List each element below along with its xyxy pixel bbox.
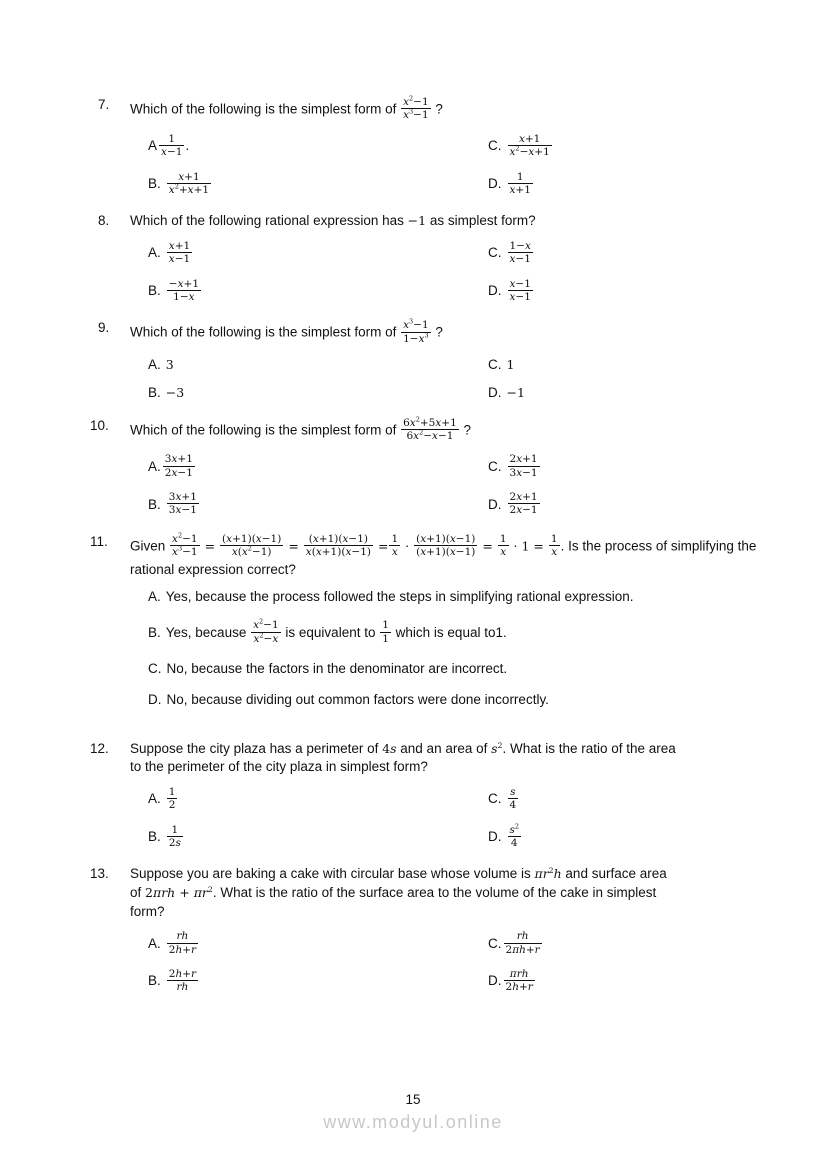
option-b [148,491,488,519]
options-list [148,240,770,306]
option-label: B. [148,175,161,191]
fraction [167,491,199,517]
fraction [549,533,560,559]
text-run: . What is the ratio of the area [502,740,676,756]
fraction-numerator: s [508,786,519,799]
fraction [251,619,281,645]
fraction-denominator: x−1 [168,253,191,266]
option-label: B. [148,496,161,512]
fraction [508,278,533,304]
option-label: C. [488,357,502,373]
question-prompt [130,417,770,445]
fraction-numerator: 1 [550,532,558,545]
option-label: A. [148,357,161,373]
option-content [507,822,523,849]
text-run: . Is the process of simplifying the [560,538,757,554]
fraction-denominator: 2 [168,799,176,812]
text-run: and surface area [561,866,667,882]
fraction-numerator: 1−x [509,239,531,252]
question-body [130,212,770,309]
fraction-denominator: 2x−1 [509,504,538,517]
text-run: and an area of [396,740,492,756]
fraction-denominator: x+1 [509,183,531,196]
fraction [167,930,198,956]
fraction [220,533,283,559]
option-label: B. [148,829,161,845]
inline-math: 4s [382,740,397,756]
option-content [165,617,507,645]
text-run: is equivalent to [281,624,380,640]
option-c [488,453,770,481]
option-a [148,588,770,606]
fraction [167,278,201,304]
question-10 [90,417,770,523]
option-a [148,240,488,268]
option-b [148,278,488,306]
inline-math: −1 [506,385,525,401]
inline-math: = [288,538,299,554]
fraction-denominator: 1 [382,632,389,645]
fraction [508,240,533,266]
option-content [166,385,184,400]
text-run: No, because the factors in the denominator are incorrect. [166,661,508,677]
text-run: Which of the following is the simplest form of [130,101,401,117]
question-9 [90,319,770,406]
fraction [508,133,552,159]
fraction-denominator: (x+1)(x−1) [416,546,476,559]
option-content [507,453,541,479]
fraction [504,930,542,956]
fraction-denominator: $6x^2-x-1$ [406,428,454,442]
fraction-numerator: 1 [382,619,389,632]
option-label: D. [488,829,502,845]
text-run: form? [130,903,165,919]
option-label: D. [488,385,502,401]
option-content [507,132,553,159]
option-label: A. [148,935,161,951]
option-content [158,132,190,159]
question-prompt [130,212,770,231]
text-run: Given [130,538,170,554]
fraction-numerator: x+1 [168,239,191,252]
option-content [166,967,199,994]
text-run: ? [431,324,443,340]
fraction-numerator: 2x+1 [509,491,538,504]
fraction-denominator: x−1 [509,253,531,266]
fraction-numerator: −x+1 [168,277,199,290]
fraction-numerator: 3x+1 [168,491,197,504]
option-b [148,824,488,852]
question-body [130,865,770,999]
text-run: of [130,884,146,900]
option-d [488,491,770,519]
question-12 [90,740,770,856]
option-label: A. [148,589,161,605]
option-b [148,384,488,402]
option-label: D. [488,973,502,989]
option-c [488,930,770,958]
fraction-numerator: rh [167,930,198,943]
fraction [304,533,373,559]
options-list [148,133,770,199]
text-run: Which of the following rational expression has [130,213,408,229]
fraction [508,453,540,479]
fraction-numerator: x+1 [508,133,552,146]
question-number: 11. [90,533,108,549]
inline-math: · 1 = [513,538,544,554]
text-run: ? [459,422,472,437]
question-number: 7. [98,97,110,112]
fraction [163,453,195,479]
question-body [130,740,770,856]
option-label: A. [148,245,161,261]
options-list [148,786,770,852]
fraction-denominator: $x(x^2-1)$ [231,544,272,559]
option-content [507,239,534,266]
inline-math: 3 [165,357,174,373]
fraction-numerator: (x+1)(x−1) [416,532,476,545]
options-list [148,588,770,709]
fraction-denominator: 2s [168,836,181,849]
inline-math: $s^2$ [491,740,503,756]
text-run: Yes, because the process followed the steps in simplifying rational expression. [165,589,634,605]
fraction-denominator: 2πh+r [505,943,540,956]
fraction-denominator: $x^3-1$ [172,544,198,559]
fraction-denominator: rh [176,981,189,994]
option-content [167,692,549,707]
fraction-denominator: $x^2-x$ [253,631,279,645]
question-prompt [130,533,770,579]
question-13 [90,865,770,999]
fraction-denominator: 2x−1 [164,466,193,479]
watermark: www.modyul.online [323,1112,503,1132]
option-content [166,491,200,517]
option-label: D. [488,496,502,512]
question-body [130,319,770,406]
question-number: 13. [90,866,109,882]
page-footer [0,1092,826,1133]
fraction-numerator: $x^2-1$ [403,94,429,108]
fraction-numerator: $s^2$ [509,822,520,836]
option-content [503,930,543,956]
fraction-numerator: 1 [159,133,184,146]
fraction-numerator: 3x+1 [164,453,193,466]
option-d [488,824,770,852]
fraction [170,533,200,559]
fraction [498,533,509,559]
option-content [166,170,212,196]
question-prompt [130,740,770,777]
fraction-denominator: $1-x^3$ [403,331,429,345]
question-7 [90,96,770,202]
fraction [414,533,477,559]
fraction-numerator: 1 [168,785,176,798]
option-label: A. [148,791,161,807]
text-run: Suppose you are baking a cake with circular base whose volume is [130,866,535,882]
option-content [507,385,525,400]
option-a [148,356,488,374]
fraction [401,417,459,443]
option-label: C. [488,458,502,474]
option-b [148,619,770,647]
option-c [488,786,770,814]
option-content [507,170,534,196]
text-run: . [185,138,190,154]
fraction-numerator: 1 [499,532,507,545]
fraction-numerator: $6x^2+5x+1$ [403,415,457,429]
option-a [148,133,488,161]
fraction [508,491,540,517]
option-c [488,240,770,268]
option-b [148,968,488,996]
option-c [488,356,770,374]
option-content [166,357,174,372]
fraction-denominator: 2h+r [168,943,197,956]
option-label: A [148,138,158,154]
fraction [167,824,183,850]
fraction [401,96,431,122]
option-content [166,823,184,849]
text-run: No, because dividing out common factors were done incorrectly. [166,692,549,708]
fraction-numerator: x−1 [509,277,531,290]
option-d [488,171,770,199]
option-content [166,239,193,266]
option-label: C. [148,661,162,677]
fraction-numerator: $x^2-1$ [172,531,198,545]
option-b [148,171,488,199]
question-number: 9. [98,320,110,336]
fraction-denominator: x [500,546,507,559]
page-number: 15 [405,1092,421,1107]
option-label: C. [488,138,502,154]
fraction [504,968,535,994]
option-d [488,278,770,306]
text-run: to the perimeter of the city plaza in simplest form? [130,759,428,775]
fraction-denominator: 4 [509,799,517,812]
fraction [167,240,192,266]
inline-math: $\pi r^2h$ [534,866,562,882]
option-label: C. [488,791,502,807]
text-run: Yes, because [165,624,251,640]
fraction-numerator: 2h+r [168,967,197,980]
option-content [507,785,520,812]
text-run: Which of the following is the simplest form of [130,422,401,437]
option-content [166,785,179,812]
fraction-denominator: 3x−1 [509,466,538,479]
option-label: B. [148,385,161,401]
fraction-denominator: x−1 [161,146,183,159]
option-d [148,691,770,709]
fraction-numerator: 1 [167,824,183,837]
question-number: 10. [90,417,109,433]
options-list [148,453,770,519]
fraction-denominator: 3x−1 [168,504,197,517]
fraction-denominator: x [391,546,398,559]
fraction [401,319,431,345]
fraction-denominator: x(x+1)(x−1) [305,546,371,559]
fraction-denominator: 1−x [173,291,195,303]
option-a [148,786,488,814]
fraction [508,824,522,850]
option-content [166,930,199,956]
option-label: D. [148,692,162,708]
question-prompt [130,865,770,921]
text-run: ? [431,101,443,117]
fraction-numerator: (x+1)(x−1) [222,532,282,545]
fraction-numerator: πrh [504,968,535,981]
question-prompt [130,96,770,124]
options-list [148,930,770,996]
inline-math: −1 [407,213,427,229]
option-content [507,491,541,517]
text-run: Suppose the city plaza has a perimeter of [130,740,383,756]
fraction-numerator: 1 [391,532,399,545]
fraction-numerator: 2x+1 [509,453,538,466]
option-content [167,661,508,676]
inline-math: = [482,538,493,554]
option-content [507,277,534,303]
fraction-numerator: rh [504,930,542,943]
option-label: B. [148,624,161,640]
option-content [503,967,536,994]
option-label: B. [148,973,161,989]
inline-math: · [405,538,410,554]
option-d [488,968,770,996]
fraction-numerator: $x^2-1$ [253,617,279,632]
text-run: which is equal to1. [391,624,507,640]
fraction-denominator: x−1 [509,291,531,303]
option-content [166,277,202,303]
option-d [488,384,770,402]
question-body [130,533,770,714]
inline-math: $2\pi rh + \pi r^2$ [145,884,213,900]
option-label: D. [488,283,502,299]
option-c [488,133,770,161]
option-c [148,660,770,678]
options-list [148,356,770,402]
question-11 [90,533,770,714]
fraction [167,968,198,994]
text-run: as simplest form? [426,213,536,229]
fraction [167,786,178,812]
fraction-denominator: $x^3-1$ [403,107,429,122]
option-label: D. [488,175,502,191]
fraction-denominator: 2h+r [505,981,533,994]
text-run: rational expression correct? [130,561,296,577]
fraction-numerator: $x^3-1$ [403,317,429,332]
text-run: Which of the following is the simplest form of [130,324,401,340]
fraction [389,533,400,559]
fraction-denominator: $x^2+x+1$ [168,182,210,196]
option-label: C. [488,245,502,261]
option-content [507,357,515,372]
question-body [130,417,770,523]
question-prompt [130,319,770,347]
question-body [130,96,770,202]
inline-math: 1 [506,357,515,373]
fraction [167,171,211,197]
option-a [148,930,488,958]
option-content [162,453,196,479]
fraction-denominator: $x^2-x+1$ [509,144,550,159]
fraction-numerator: (x+1)(x−1) [304,533,373,546]
option-a [148,453,488,481]
option-label: A. [148,458,161,474]
fraction-numerator: x+1 [167,171,211,184]
question-number: 8. [98,213,110,229]
fraction [508,171,533,197]
fraction-denominator: 4 [510,836,518,849]
inline-math: −3 [165,385,185,401]
inline-math: = [204,538,216,554]
fraction-numerator: 1 [508,171,533,184]
fraction [159,133,184,159]
option-content [166,589,634,604]
fraction-denominator: x [551,546,558,559]
option-label: B. [148,283,161,299]
inline-math: = [377,538,389,554]
question-8 [90,212,770,309]
option-label: C. [488,935,502,951]
fraction [380,619,391,645]
question-number: 12. [90,740,109,756]
text-run: . What is the ratio of the surface area to the volume of the cake in simplest [212,884,657,900]
fraction [508,786,519,812]
